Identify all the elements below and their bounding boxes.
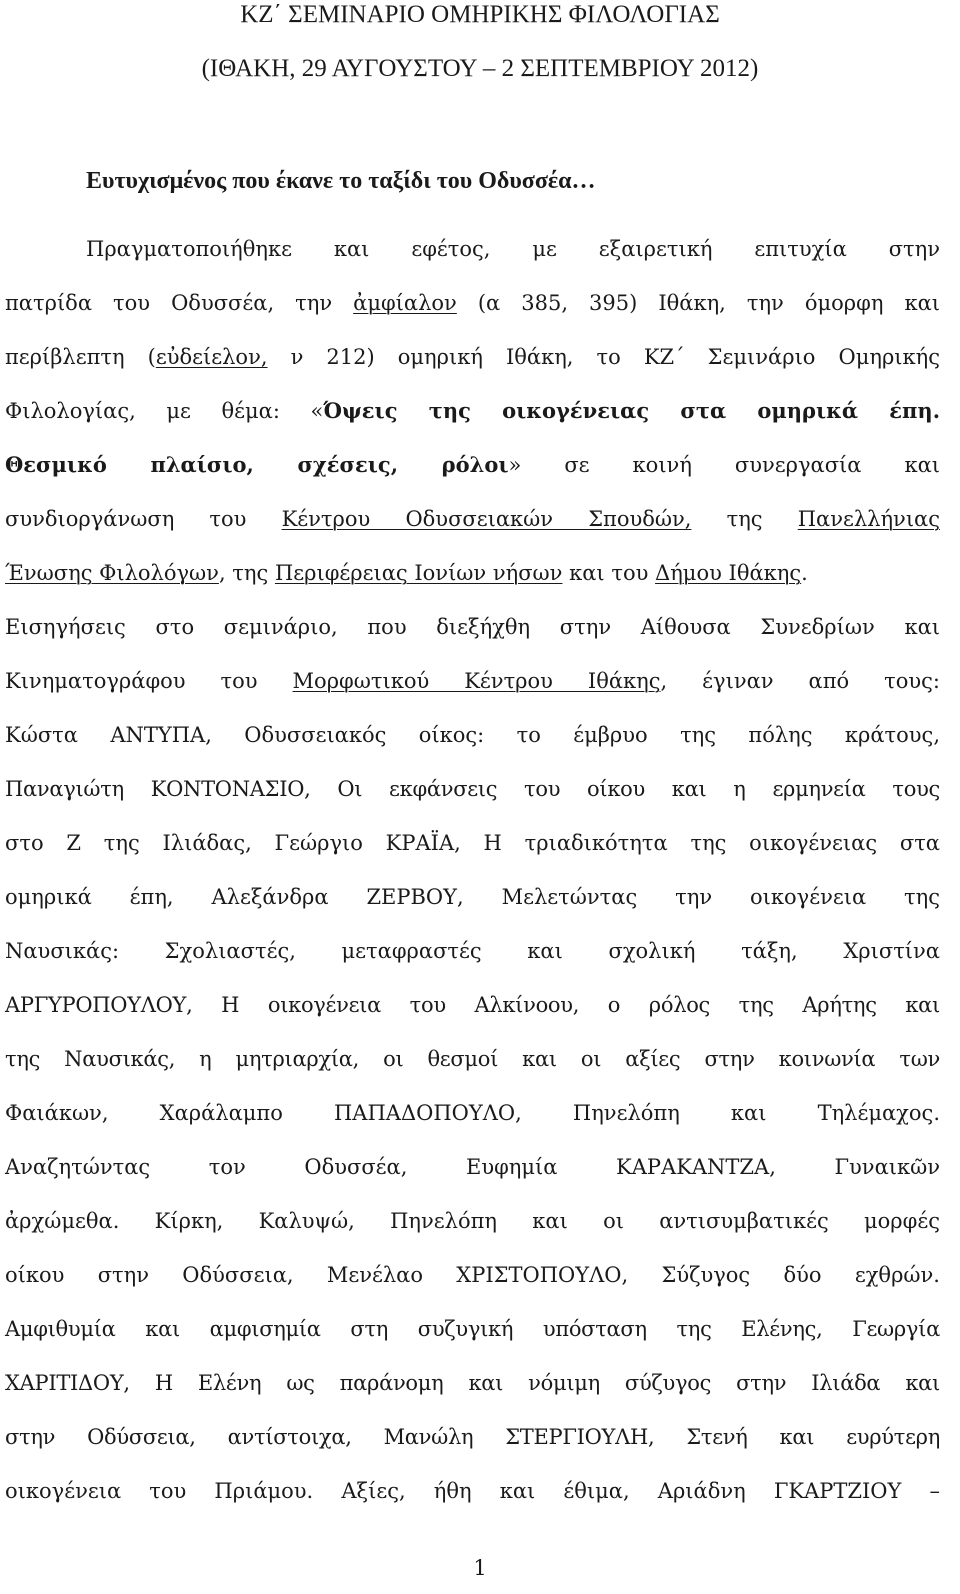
seminar-theme-part2: Θεσμικό πλαίσιο, σχέσεις, ρόλοι — [5, 452, 509, 477]
body-line-19: ἀρχώμεθα. Κίρκη, Καλυψώ, Πηνελόπη και οι αντισυμβατικές μορφές — [5, 1209, 940, 1233]
body-line-23: στην Οδύσσεια, αντίστοιχα, Μανώλη ΣΤΕΡΓΙΟΥΛΗ, Στενή και ευρύτερη — [5, 1425, 940, 1449]
body-line-14: Ναυσικάς: Σχολιαστές, μεταφραστές και σχολική τάξη, Χριστίνα — [5, 939, 940, 963]
body-line-18: Αναζητώντας τον Οδυσσέα, Ευφημία ΚΑΡΑΚΑΝΤΖΑ, Γυναικῶν — [5, 1155, 940, 1179]
body-line-1: Πραγματοποιήθηκε και εφέτος, με εξαιρετική επιτυχία στην — [86, 237, 940, 261]
seminar-dates: (ΙΘΑΚΗ, 29 ΑΥΓΟΥΣΤΟΥ – 2 ΣΕΠΤΕΜΒΡΙΟΥ 2012) — [201, 55, 759, 82]
body-line-11: Παναγιώτη ΚΟΝΤΟΝΑΣΙΟ, Οι εκφάνσεις του οίκου και η ερμηνεία τους — [5, 777, 940, 801]
ionian-islands-region-link[interactable]: Περιφέρειας Ιονίων νήσων — [274, 561, 563, 585]
body-line-10: Κώστα ΑΝΤΥΠΑ, Οδυσσειακός οίκος: το έμβρυο της πόλης κράτους, — [5, 723, 940, 747]
body-line-24: οικογένεια του Πριάμου. Αξίες, ήθη και έθιμα, Αριάδνη ΓΚΑΡΤΖΙΟΥ – — [5, 1479, 940, 1503]
seminar-title: ΚΖ΄ ΣΕΜΙΝΑΡΙΟ ΟΜΗΡΙΚΗΣ ΦΙΛΟΛΟΓΙΑΣ — [240, 1, 720, 28]
quote-amfialon: ἀμφίαλον — [353, 291, 457, 315]
body-line-12: στο Ζ της Ιλιάδας, Γεώργιο ΚΡΑΪΑ, Η τριαδικότητα της οικογένειας στα — [5, 831, 940, 855]
body-line-6: συνδιοργάνωση του Κέντρου Οδυσσειακών Σπουδών, της Πανελλήνιας — [5, 507, 941, 531]
page-number: 1 — [473, 1556, 487, 1580]
body-line-15: ΑΡΓΥΡΟΠΟΥΛΟΥ, Η οικογένεια του Αλκίνοου, ο ρόλος της Αρήτης και — [5, 993, 940, 1017]
body-line-7: Ένωσης Φιλολόγων, της Περιφέρειας Ιονίων νήσων και του Δήμου Ιθάκης. — [5, 561, 808, 585]
cultural-center-ithaca-link[interactable]: Μορφωτικού Κέντρου Ιθάκης — [292, 669, 661, 693]
panhellenic-union-link-part2[interactable]: Ένωσης Φιλολόγων — [5, 561, 219, 585]
body-line-21: Αμφιθυμία και αμφισημία στη συζυγική υπόσταση της Ελένης, Γεωργία — [5, 1317, 940, 1341]
body-line-5: Θεσμικό πλαίσιο, σχέσεις, ρόλοι» σε κοινή συνεργασία και — [5, 452, 940, 477]
panhellenic-union-link-part1[interactable]: Πανελλήνιας — [797, 507, 941, 531]
body-line-4: Φιλολογίας, με θέμα: «Όψεις της οικογένειας στα ομηρικά έπη. — [5, 398, 941, 423]
body-line-22: ΧΑΡΙΤΙΔΟΥ, Η Ελένη ως παράνομη και νόμιμη σύζυγος στην Ιλιάδα και — [5, 1371, 940, 1395]
body-line-13: ομηρικά έπη, Αλεξάνδρα ΖΕΡΒΟΥ, Μελετώντας την οικογένεια της — [5, 885, 940, 909]
body-line-3: περίβλεπτη (εὐδείελον, ν 212) ομηρική Ιθάκη, το ΚΖ΄ Σεμινάριο Ομηρικής — [5, 345, 940, 369]
center-odyssey-studies-link[interactable]: Κέντρου Οδυσσειακών Σπουδών, — [281, 507, 692, 531]
body-line-16: της Ναυσικάς, η μητριαρχία, οι θεσμοί και οι αξίες στην κοινωνία των — [5, 1047, 940, 1071]
article-subtitle: Ευτυχισμένος που έκανε το ταξίδι του Οδυσσέα… — [86, 168, 596, 194]
body-line-17: Φαιάκων, Χαράλαμπο ΠΑΠΑΔΟΠΟΥΛΟ, Πηνελόπη και Τηλέμαχος. — [5, 1101, 940, 1125]
body-line-9: Κινηματογράφου του Μορφωτικού Κέντρου Ιθάκης, έγιναν από τους: — [5, 669, 940, 693]
quote-eudeielon: εὐδείελον, — [155, 345, 268, 369]
body-line-8: Εισηγήσεις στο σεμινάριο, που διεξήχθη στην Αίθουσα Συνεδρίων και — [5, 615, 940, 639]
body-line-2: πατρίδα του Οδυσσέα, την ἀμφίαλον (α 385, 395) Ιθάκη, την όμορφη και — [5, 291, 940, 315]
seminar-theme-part1: Όψεις της οικογένειας στα ομηρικά έπη. — [323, 398, 941, 423]
ithaca-municipality-link[interactable]: Δήμου Ιθάκης — [655, 561, 802, 585]
body-line-20: οίκου στην Οδύσσεια, Μενέλαο ΧΡΙΣΤΟΠΟΥΛΟ, Σύζυγος δύο εχθρών. — [5, 1263, 940, 1287]
